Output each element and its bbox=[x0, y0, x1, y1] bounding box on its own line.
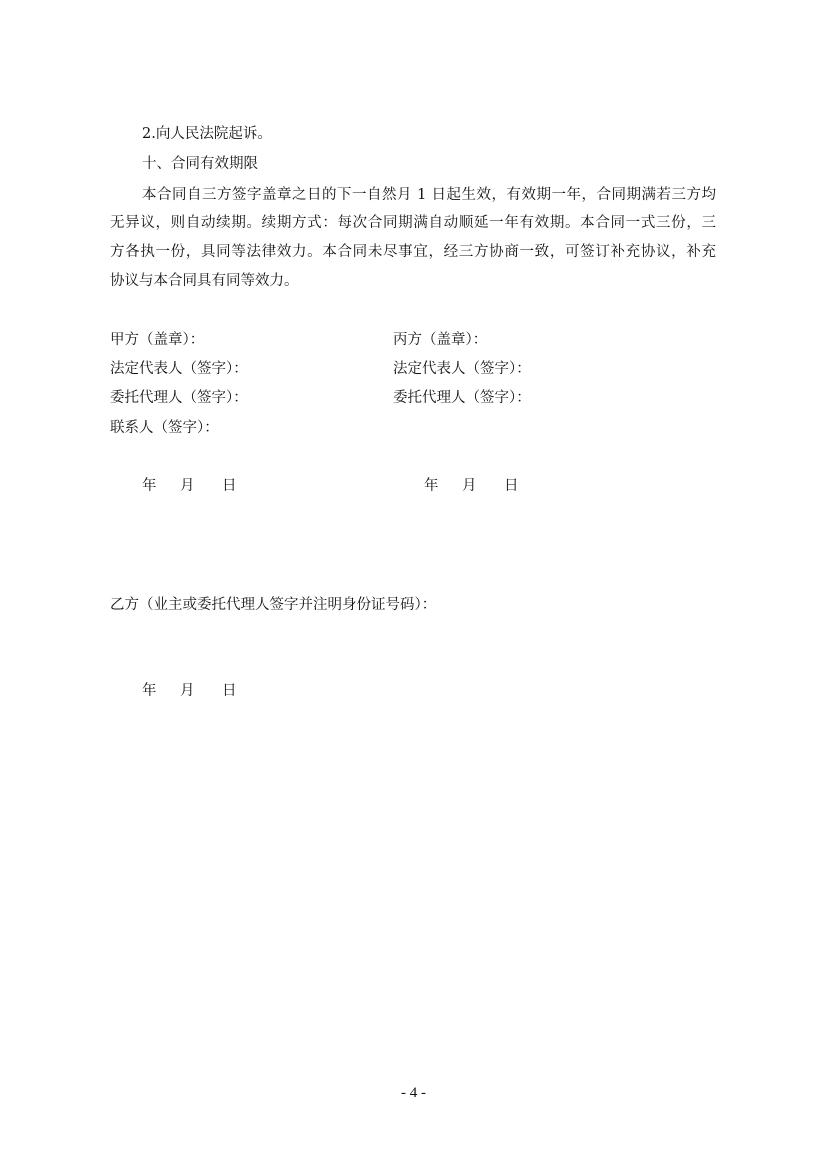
party-c-legal-rep-label: 法定代表人（签字）： bbox=[393, 361, 531, 377]
section-heading-validity: 十、合同有效期限 bbox=[142, 156, 258, 172]
party-b-date bbox=[142, 681, 237, 701]
party-a-contact-label: 联系人（签字）： bbox=[110, 420, 219, 436]
date-year: 年 bbox=[424, 478, 439, 494]
date-day: 日 bbox=[222, 683, 237, 699]
date-month: 月 bbox=[180, 478, 195, 494]
date-year: 年 bbox=[142, 478, 157, 494]
party-c-agent-label: 委托代理人（签字）： bbox=[393, 390, 531, 406]
validity-paragraph-line-1: 本合同自三方签字盖章之日的下一自然月 1 日起生效，有效期一年，合同期满若三方均 bbox=[142, 187, 716, 203]
party-a-agent-label: 委托代理人（签字）： bbox=[110, 390, 248, 406]
party-a-legal-rep-label: 法定代表人（签字）： bbox=[110, 361, 248, 377]
validity-paragraph-line-2: 无异议，则自动续期。续期方式：每次合同期满自动顺延一年有效期。本合同一式三份，三 bbox=[110, 215, 716, 231]
validity-paragraph-line-3: 方各执一份，具同等法律效力。本合同未尽事宜，经三方协商一致，可签订补充协议，补充 bbox=[110, 244, 716, 260]
date-day: 日 bbox=[222, 478, 237, 494]
date-month: 月 bbox=[180, 683, 195, 699]
party-c-date bbox=[424, 476, 519, 496]
date-year: 年 bbox=[142, 683, 157, 699]
page-number: - 4 - bbox=[401, 1085, 426, 1101]
party-b-signature-label: 乙方（业主或委托代理人签字并注明身份证号码）： bbox=[110, 597, 437, 613]
party-c-seal-label: 丙方（盖章）： bbox=[393, 332, 488, 348]
party-a-seal-label: 甲方（盖章）： bbox=[110, 332, 205, 348]
date-day: 日 bbox=[504, 478, 519, 494]
validity-paragraph-line-4: 协议与本合同具有同等效力。 bbox=[110, 273, 299, 289]
party-a-date bbox=[142, 476, 237, 496]
date-month: 月 bbox=[462, 478, 477, 494]
clause-item-2: 2.向人民法院起诉。 bbox=[142, 126, 272, 142]
